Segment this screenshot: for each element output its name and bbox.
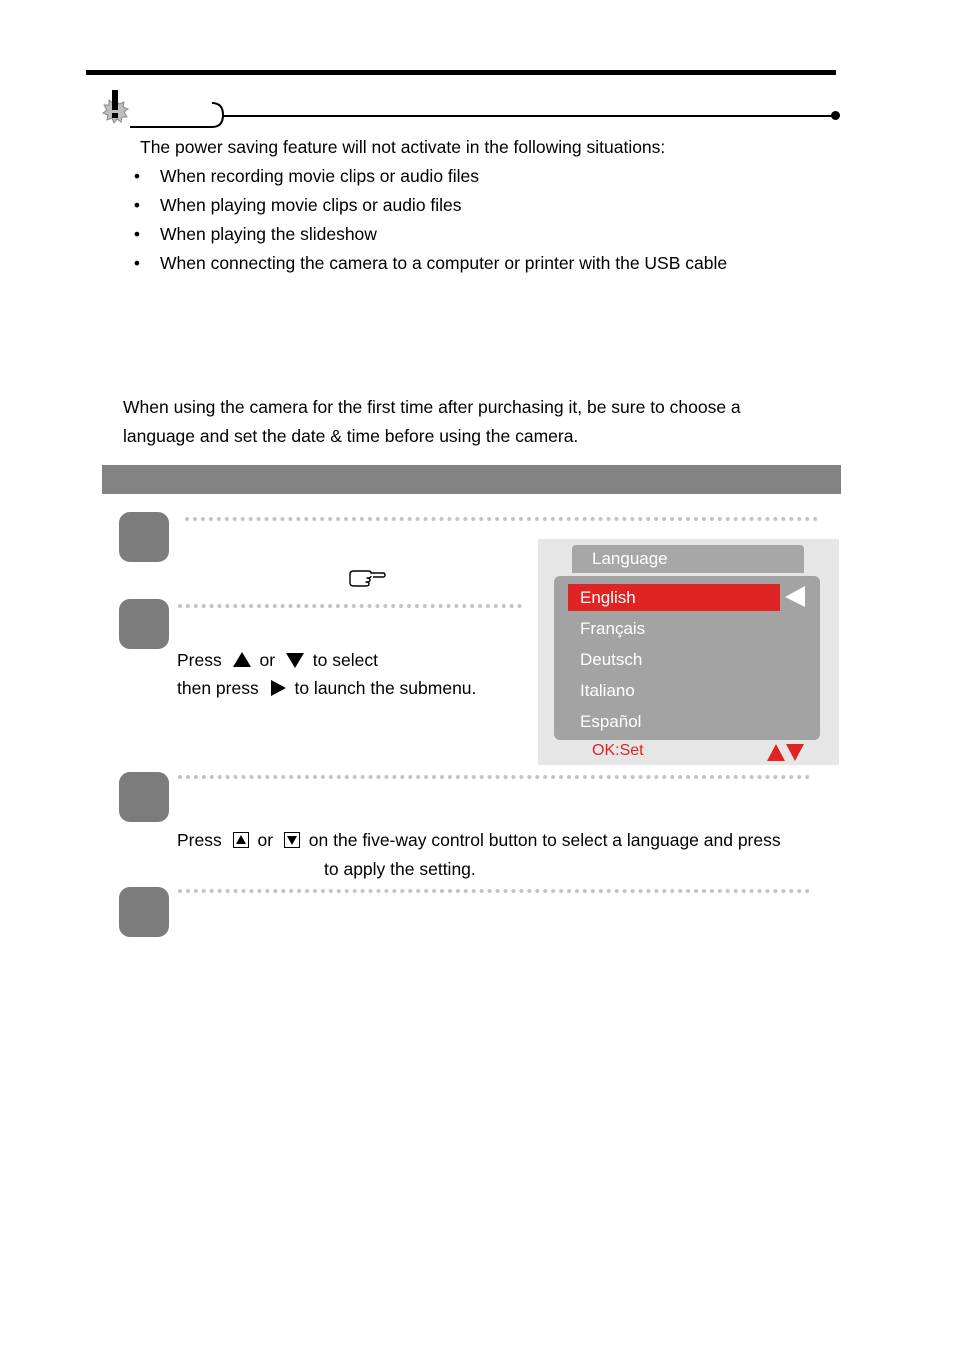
language-list — [554, 576, 820, 740]
triangle-down-icon — [286, 652, 304, 668]
language-item-francais[interactable]: Français — [580, 619, 646, 638]
intro-line-2: language and set the date & time before using the camera. — [123, 426, 579, 446]
step-2-marker — [119, 599, 169, 649]
step-4-marker — [119, 887, 169, 937]
step-3-dotted-rule — [178, 775, 810, 779]
language-item-italiano[interactable]: Italiano — [580, 681, 635, 700]
language-item-english[interactable]: English — [568, 584, 780, 611]
note-bullet: When connecting the camera to a computer or printer with the USB cable — [160, 253, 728, 273]
bullet-marker: • — [133, 166, 141, 186]
bullet-marker: • — [133, 253, 141, 273]
step-3-rest: on the five-way control button to select a language and press — [308, 830, 781, 850]
step-3-press: Press — [177, 830, 222, 850]
bullet-marker: • — [133, 195, 141, 215]
language-item-espanol[interactable]: Español — [580, 712, 642, 731]
ok-set-label: OK:Set — [592, 742, 644, 759]
step-2-to-select: to select — [312, 650, 378, 670]
note-header-dot — [831, 111, 840, 120]
boxed-up-icon — [233, 832, 249, 848]
step-1-marker — [119, 512, 169, 562]
bullet-marker: • — [133, 224, 141, 244]
intro-line-1: When using the camera for the first time after purchasing it, be sure to choose a — [123, 397, 741, 417]
step-2-then-press: then press — [177, 678, 259, 698]
note-header-line — [222, 115, 834, 117]
language-item-deutsch[interactable]: Deutsch — [580, 650, 643, 669]
boxed-down-icon — [284, 832, 300, 848]
note-bullet: When playing the slideshow — [160, 224, 377, 244]
triangle-up-icon — [233, 652, 251, 668]
step-1-dotted-rule — [185, 517, 818, 521]
note-bullet: When recording movie clips or audio files — [160, 166, 480, 186]
step-2-or: or — [259, 650, 276, 670]
triangle-right-icon — [270, 680, 286, 696]
up-down-arrows-icon — [767, 744, 805, 762]
language-tab-label: Language — [592, 549, 668, 568]
step-3-line-1 — [177, 829, 781, 851]
section-heading-bar — [102, 465, 841, 494]
top-rule — [86, 70, 836, 75]
step-2-press: Press — [177, 650, 222, 670]
note-exclamation-icon — [100, 88, 132, 128]
step-2-line-2 — [177, 677, 476, 699]
step-2-dotted-rule — [178, 604, 522, 608]
step-3-apply: to apply the setting. — [324, 859, 476, 879]
step-3-or: or — [257, 830, 274, 850]
language-tab — [572, 545, 804, 573]
selection-arrow-icon — [784, 586, 806, 608]
step-2-launch: to launch the submenu. — [294, 678, 477, 698]
note-intro: The power saving feature will not activate in the following situations: — [140, 137, 666, 157]
note-tab-outline — [130, 100, 226, 130]
step-4-dotted-rule — [178, 889, 810, 893]
language-menu-screen — [538, 539, 839, 765]
note-bullet: When playing movie clips or audio files — [160, 195, 462, 215]
step-2-line-1 — [177, 649, 378, 671]
pointing-hand-icon — [348, 568, 386, 588]
step-3-marker — [119, 772, 169, 822]
